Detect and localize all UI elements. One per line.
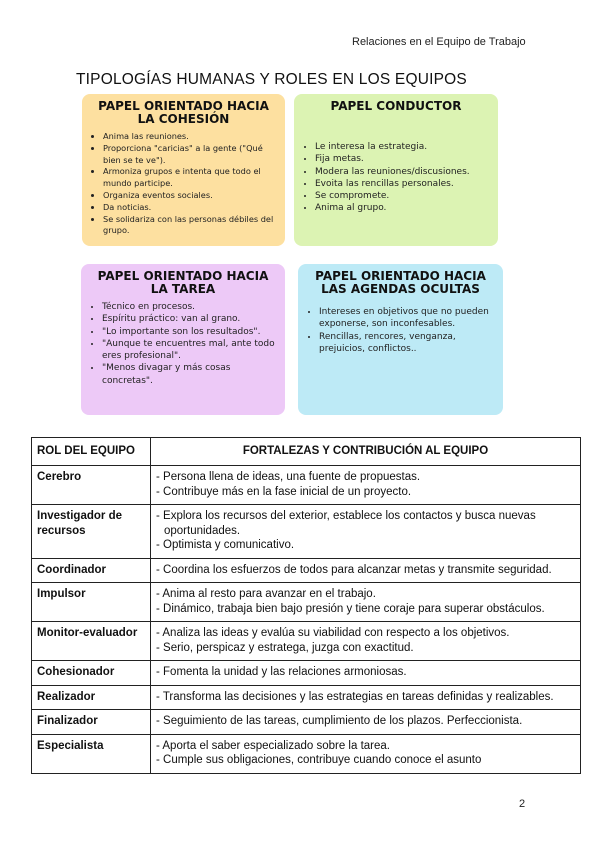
- list-item: • Se solidariza con las personas débiles del grupo.: [103, 214, 277, 238]
- strength-line: - Explora los recursos del exterior, establece los contactos y busca nuevas: [156, 510, 536, 522]
- card-agendas-ocultas: [298, 264, 503, 415]
- card-cohesion: [82, 94, 285, 246]
- list-item: • Se compromete.: [315, 190, 490, 202]
- card-conductor: [294, 94, 498, 246]
- list-item: • Fija metas.: [315, 153, 490, 165]
- card-tarea: [81, 264, 285, 415]
- table-row: [32, 466, 581, 505]
- table-row: [32, 622, 581, 661]
- strengths-cell: [151, 661, 581, 686]
- list-item: • Le interesa la estrategia.: [315, 141, 490, 153]
- list-item: • "Aunque te encuentres mal, ante todo eres profesional".: [102, 338, 277, 363]
- role-cell: Cohesionador: [32, 661, 151, 686]
- list-item: • Organiza eventos sociales.: [103, 190, 277, 202]
- list-item: • "Lo importante son los resultados".: [102, 326, 277, 338]
- strengths-cell: [151, 622, 581, 661]
- strength-line: - Contribuye más en la fase inicial de un proyecto.: [156, 485, 412, 498]
- list-item: • Rencillas, rencores, venganza, prejuicios, conflictos..: [319, 331, 495, 356]
- strength-line: - Anima al resto para avanzar en el trabajo.: [156, 588, 376, 600]
- role-cell: Especialista: [32, 734, 151, 773]
- strength-line: - Fomenta la unidad y las relaciones armoniosas.: [156, 666, 407, 678]
- role-cell: Coordinador: [32, 558, 151, 583]
- list-item: • Armoniza grupos e intenta que todo el mundo participe.: [103, 166, 277, 190]
- roles-table: [31, 437, 581, 774]
- role-cell: Monitor-evaluador: [32, 622, 151, 661]
- column-header-strengths: FORTALEZAS Y CONTRIBUCIÓN AL EQUIPO: [151, 438, 581, 466]
- strength-line: - Persona llena de ideas, una fuente de propuestas.: [156, 471, 421, 483]
- strengths-cell: [151, 558, 581, 583]
- list-item: • Anima al grupo.: [315, 202, 490, 214]
- list-item: • Anima las reuniones.: [103, 131, 277, 143]
- strength-line: - Coordina los esfuerzos de todos para alcanzar metas y transmite seguridad.: [156, 563, 552, 576]
- list-item: • "Menos divagar y más cosas concretas".: [102, 362, 277, 387]
- list-item: • Evoita las rencillas personales.: [315, 178, 490, 190]
- table-row: [32, 505, 581, 559]
- table-header-row: [32, 438, 581, 466]
- card-title: PAPEL ORIENTADO HACIA LAS AGENDAS OCULTAS: [315, 269, 486, 296]
- role-cell: Investigador de recursos: [32, 505, 151, 559]
- role-cell: Realizador: [32, 685, 151, 710]
- card-list: [89, 301, 277, 387]
- role-cell: Impulsor: [32, 583, 151, 622]
- card-list: [90, 131, 277, 237]
- card-list: [306, 306, 495, 355]
- strengths-cell: [151, 466, 581, 505]
- table-row: [32, 734, 581, 773]
- strength-line: - Analiza las ideas y evalúa su viabilidad con respecto a los objetivos.: [156, 627, 510, 639]
- table-row: [32, 710, 581, 735]
- table-row: [32, 583, 581, 622]
- strength-line: - Aporta el saber especializado sobre la tarea.: [156, 739, 390, 752]
- running-header: Relaciones en el Equipo de Trabajo: [352, 36, 526, 48]
- strength-line: - Transforma las decisiones y las estrategias en tareas definidas y realizables.: [156, 690, 554, 703]
- list-item: • Técnico en procesos.: [102, 301, 277, 313]
- card-list: [302, 141, 490, 215]
- list-item: • Da noticias.: [103, 202, 277, 214]
- strength-line: - Cumple sus obligaciones, contribuye cuando conoce el asunto: [156, 754, 482, 766]
- list-item: • Espíritu práctico: van al grano.: [102, 313, 277, 325]
- strength-line: - Optimista y comunicativo.: [156, 539, 295, 551]
- card-title: PAPEL ORIENTADO HACIA LA COHESIÓN: [98, 99, 269, 126]
- strength-line: - Seguimiento de las tareas, cumplimiento de los plazos. Perfeccionista.: [156, 715, 523, 727]
- column-header-role: ROL DEL EQUIPO: [32, 438, 151, 466]
- list-item: • Proporciona "caricias" a la gente ("Qué bien se te ve").: [103, 143, 277, 167]
- table-row: [32, 661, 581, 686]
- table-row: [32, 558, 581, 583]
- strengths-cell: [151, 583, 581, 622]
- strengths-cell: [151, 685, 581, 710]
- card-title: PAPEL ORIENTADO HACIA LA TAREA: [97, 269, 269, 296]
- strength-line: oportunidades.: [164, 524, 241, 537]
- strengths-cell: [151, 734, 581, 773]
- page-number: 2: [519, 798, 526, 810]
- strengths-cell: [151, 710, 581, 735]
- card-title: PAPEL CONDUCTOR: [330, 99, 462, 113]
- list-item: • Modera las reuniones/discusiones.: [315, 166, 490, 178]
- list-item: • Intereses en objetivos que no pueden exponerse, son inconfesables.: [319, 306, 495, 331]
- strength-line: - Dinámico, trabaja bien bajo presión y tiene coraje para superar obstáculos.: [156, 602, 545, 615]
- strengths-cell: [151, 505, 581, 559]
- role-cell: Finalizador: [32, 710, 151, 735]
- page-title: TIPOLOGÍAS HUMANAS Y ROLES EN LOS EQUIPOS: [76, 71, 467, 88]
- table-row: [32, 685, 581, 710]
- strength-line: - Serio, perspicaz y estratega, juzga con exactitud.: [156, 641, 414, 654]
- role-cell: Cerebro: [32, 466, 151, 505]
